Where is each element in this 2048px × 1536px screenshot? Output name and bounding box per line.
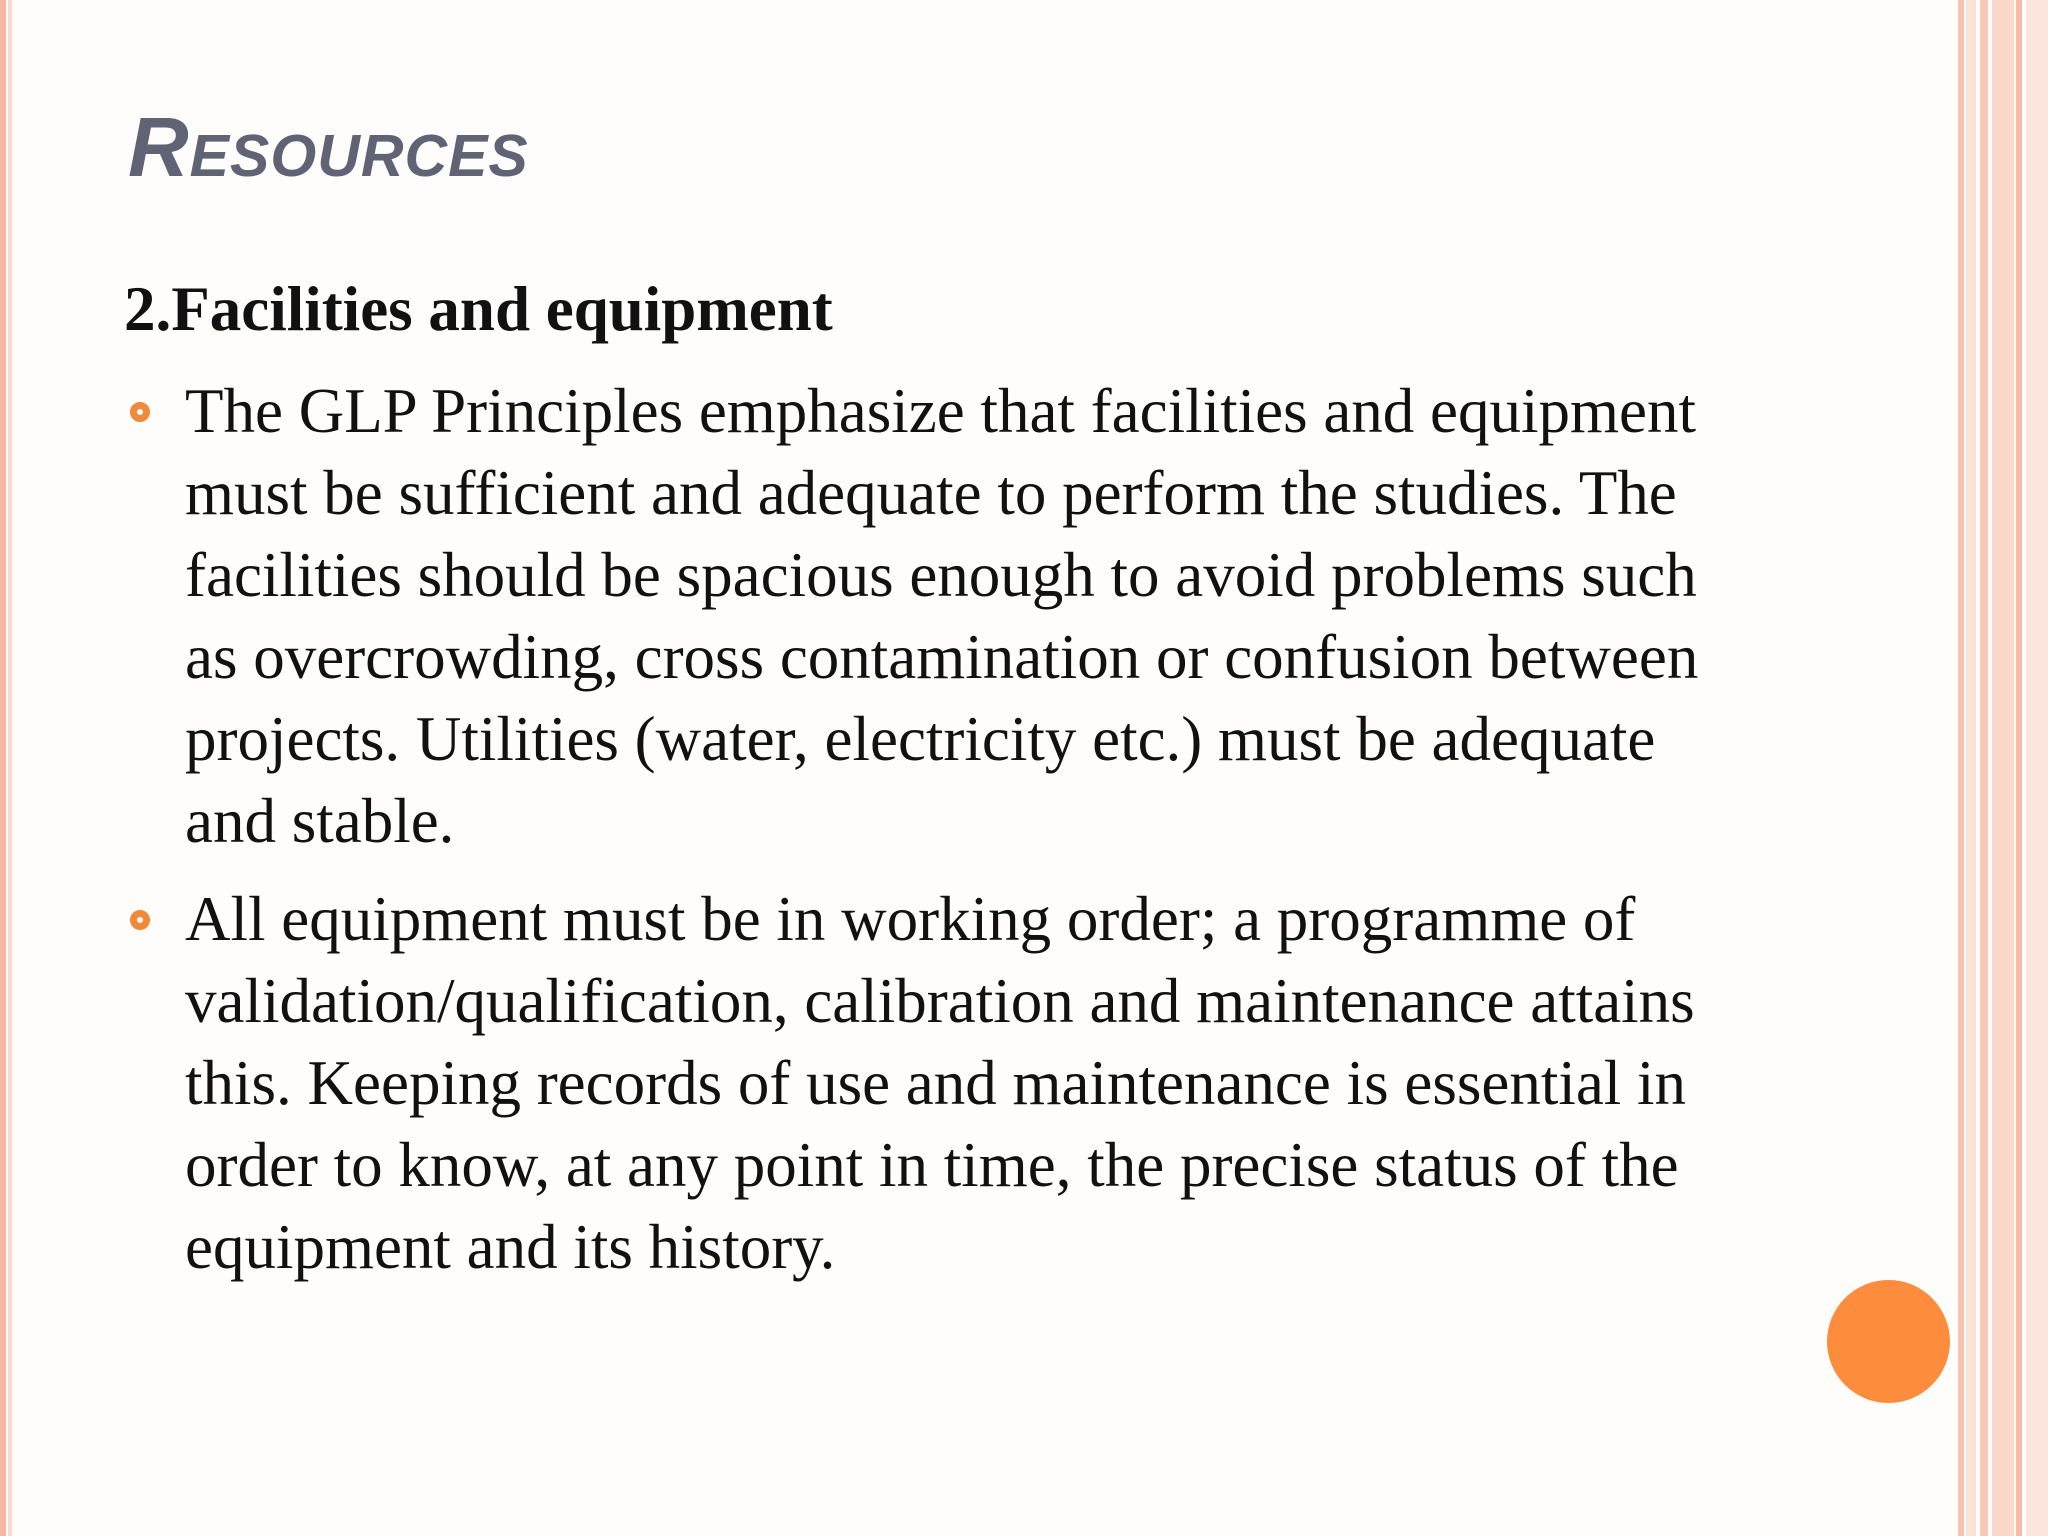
- right-edge-stripe-1: [1958, 0, 1964, 1536]
- slide-title: Resources: [128, 100, 529, 194]
- right-edge-stripe-6: [2026, 0, 2048, 1536]
- bullet-text: All equipment must be in working order; a programme of validation/qualification, calibration and maintenance attains this. Keeping records of use and maintenance is essential in order to know, at any point in time, the precise status of the equipment and its history.: [185, 884, 1695, 1282]
- bullet-text: The GLP Principles emphasize that facilities and equipment must be sufficient and adequate to perform the studies. The facilities should be spacious enough to avoid problems such as overcrowding, cross contamination or confusion between projects. Utilities (water, electricity etc.) must be adequate and stable.: [185, 376, 1699, 856]
- bullet-list: [124, 370, 1724, 1304]
- right-edge-stripe-3: [1980, 0, 1988, 1536]
- left-edge-stripe: [0, 0, 6, 1536]
- bullet-item: [124, 878, 1724, 1288]
- left-edge-stripe-inner: [8, 0, 12, 1536]
- right-edge-stripe-2: [1966, 0, 1976, 1536]
- right-edge-stripe-4: [1992, 0, 2014, 1536]
- decorative-circle-icon: [1827, 1280, 1950, 1403]
- section-subheading: 2.Facilities and equipment: [124, 274, 833, 344]
- bullet-item: [124, 370, 1724, 862]
- right-edge-stripe-5: [2016, 0, 2022, 1536]
- ring-bullet-icon: [130, 910, 150, 930]
- ring-bullet-icon: [130, 402, 150, 422]
